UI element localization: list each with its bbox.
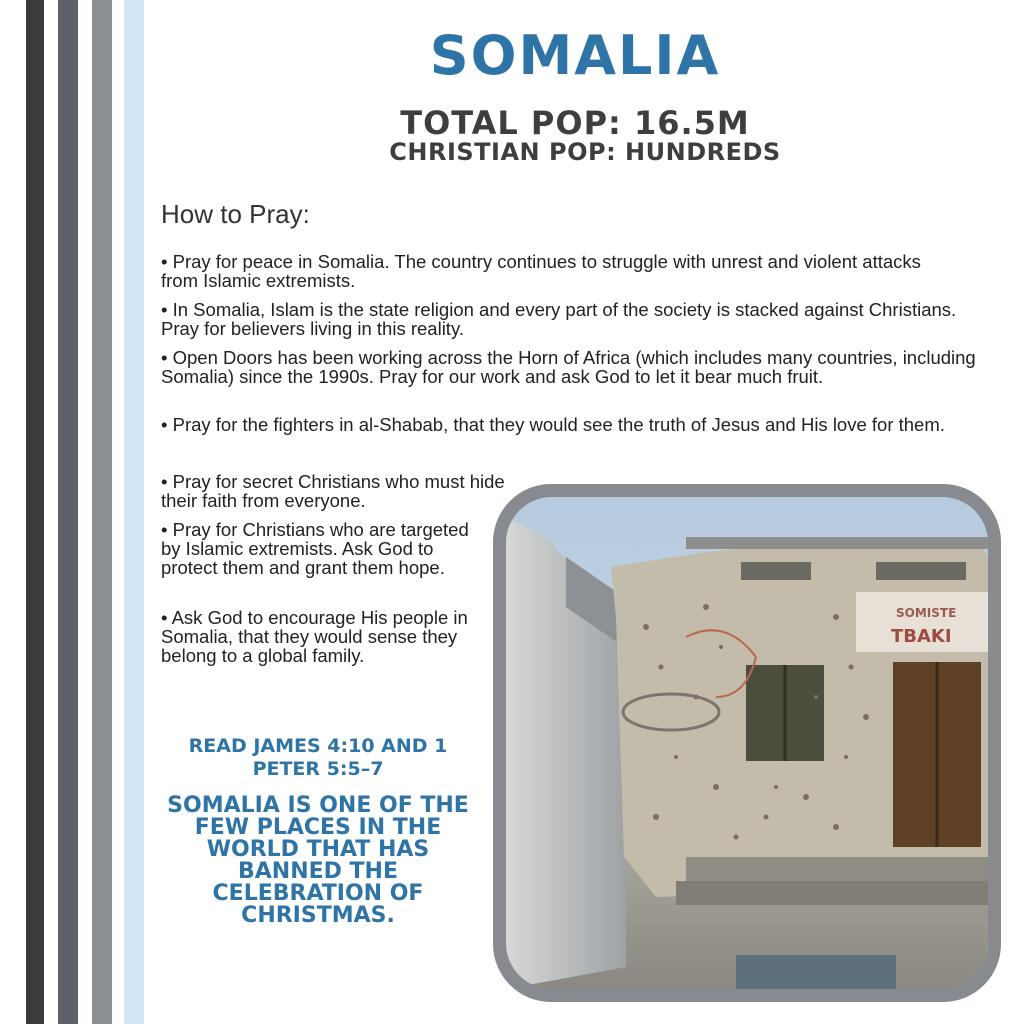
prayer-point: • Pray for the fighters in al-Shabab, that they would see the truth of Jesus and His love for them. [161,414,945,435]
prayer-point: • Pray for secret Christians who must hide their faith from everyone. [161,471,505,511]
decorative-stripe-gray [58,0,78,1024]
decorative-stripe-dark [26,0,44,1024]
christian-population: CHRISTIAN POP: HUNDREDS [389,138,781,166]
prayer-point: • Pray for Christians who are targeted by Islamic extremists. Ask God to protect them and grant them hope. [161,519,469,578]
scripture-reference: READ JAMES 4:10 AND 1 PETER 5:5–7 [188,735,448,780]
bullet-damaged-building-photo [506,497,988,989]
decorative-stripe-light-gray [92,0,112,1024]
christmas-ban-fact: SOMALIA IS ONE OF THE FEW PLACES IN THE WORLD THAT HAS BANNED THE CELEBRATION OF CHRISTMAS. [167,793,469,928]
svg-text:TBAKI: TBAKI [891,626,952,647]
prayer-point: • Ask God to encourage His people in Somalia, that they would sense they belong to a global family. [161,607,468,666]
prayer-point: • Open Doors has been working across the Horn of Africa (which includes many countries, including Somalia) since the 1990s. Pray for our work and ask God to let it bear much fruit. [161,347,976,387]
building-sign-text: SOMISTE [896,606,957,620]
prayer-point: • Pray for peace in Somalia. The country continues to struggle with unrest and violent attacks from Islamic extremists. [161,251,921,291]
total-population: TOTAL POP: 16.5M [400,104,750,142]
decorative-stripe-light-blue [124,0,144,1024]
photo-frame [493,484,1001,1002]
page-title: SOMALIA [429,24,721,87]
prayer-heading: How to Pray: [161,199,310,229]
prayer-point: • In Somalia, Islam is the state religion and every part of the society is stacked against Christians. Pray for believers living in this reality. [161,299,957,339]
